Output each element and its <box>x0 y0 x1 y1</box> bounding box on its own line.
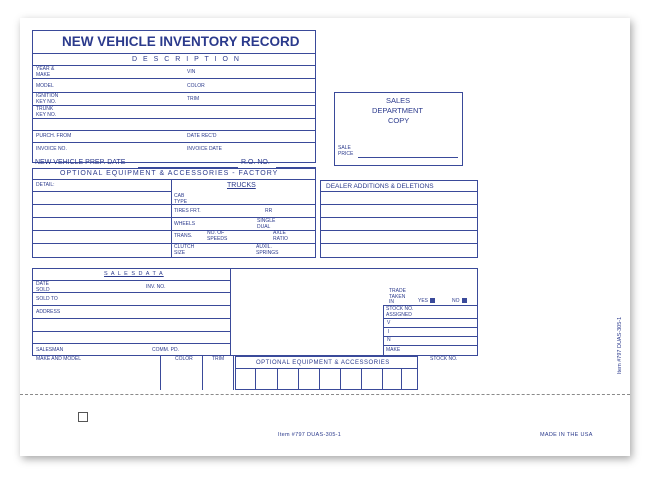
description-box <box>32 30 316 163</box>
single-dual-label: SINGLE DUAL <box>257 218 276 230</box>
address-label: ADDRESS <box>36 309 61 315</box>
sales-copy-line1: SALES <box>386 96 411 105</box>
inv-no-label: INV. NO. <box>146 284 166 290</box>
footer-made-in: MADE IN THE USA <box>540 432 593 438</box>
date-sold-label: DATE SOLD <box>36 281 50 293</box>
trade-yes-label: YES <box>418 298 435 304</box>
prep-date-label: NEW VEHICLE PREP. DATE <box>35 159 126 166</box>
color-label: COLOR <box>187 83 205 89</box>
trade-no-label: NO <box>452 298 467 304</box>
rr-label: RR <box>265 208 273 214</box>
model-label: MODEL <box>36 83 54 89</box>
sales-copy-line2: DEPARTMENT <box>372 106 423 115</box>
bottom-color-label: COLOR <box>175 356 193 362</box>
trans-label: TRANS. <box>174 233 193 239</box>
year-make-label: YEAR & MAKE <box>36 66 55 78</box>
axle-ratio-label: AXLE RATIO <box>273 230 288 242</box>
yes-checkbox-icon[interactable] <box>430 298 435 303</box>
perforation-line <box>20 394 630 395</box>
stub-checkbox[interactable] <box>78 412 88 422</box>
purch-from-label: PURCH. FROM <box>36 133 72 139</box>
trade-taken-in-label: TRADE TAKEN IN <box>389 288 406 305</box>
invoice-date-label: INVOICE DATE <box>187 146 222 152</box>
trucks-header: TRUCKS <box>227 182 256 189</box>
wheels-label: WHEELS <box>174 221 196 227</box>
description-header: D E S C R I P T I O N <box>132 56 241 63</box>
no-checkbox-icon[interactable] <box>462 298 467 303</box>
form-title: NEW VEHICLE INVENTORY RECORD <box>62 34 300 49</box>
cab-type-label: CAB TYPE <box>174 193 188 205</box>
salesman-label: SALESMAN <box>36 347 64 353</box>
ro-no-label: R.O. NO. <box>241 159 270 166</box>
vertical-item-number: Item #797 DUAS-305-1 <box>617 316 623 374</box>
detail-label: DETAIL: <box>36 182 55 188</box>
form-paper <box>20 18 630 456</box>
sales-copy-line3: COPY <box>388 116 410 125</box>
stock-no-assigned-label: STOCK NO. ASSIGNED <box>386 306 414 318</box>
invoice-no-label: INVOICE NO. <box>36 146 67 152</box>
no-of-speeds-label: NO. OF SPEEDS <box>207 230 228 242</box>
sales-data-header: S A L E S D A T A <box>104 271 164 277</box>
tires-frt-label: TIRES FRT. <box>174 208 201 214</box>
clutch-size-label: CLUTCH SIZE <box>174 244 195 256</box>
vin-label: VIN <box>187 69 196 75</box>
ignition-key-label: IGNITION KEY NO. <box>36 93 59 105</box>
dealer-header: DEALER ADDITIONS & DELETIONS <box>326 183 434 190</box>
optional-factory-header: OPTIONAL EQUIPMENT & ACCESSORIES - FACTORY <box>60 170 279 177</box>
make-label: MAKE <box>386 347 401 353</box>
comm-pd-label: COMM. PD. <box>152 347 179 353</box>
auxil-springs-label: AUXIL. SPRINGS <box>256 244 279 256</box>
trunk-key-label: TRUNK KEY NO. <box>36 106 57 118</box>
make-and-model-label: MAKE AND MODEL <box>36 356 82 362</box>
sale-price-label: SALE PRICE <box>338 145 354 157</box>
date-recd-label: DATE REC'D <box>187 133 217 139</box>
footer-item-number: Item #797 DUAS-305-1 <box>278 432 342 438</box>
bottom-optional-header: OPTIONAL EQUIPMENT & ACCESSORIES <box>256 360 390 366</box>
trim-label: TRIM <box>187 96 200 102</box>
vin-i-label: I <box>388 329 390 335</box>
vin-n-label: N <box>387 337 391 343</box>
bottom-trim-label: TRIM <box>212 356 225 362</box>
sold-to-label: SOLD TO <box>36 296 58 302</box>
bottom-stock-no-label: STOCK NO. <box>430 356 458 362</box>
vin-v-label: V <box>387 320 391 326</box>
